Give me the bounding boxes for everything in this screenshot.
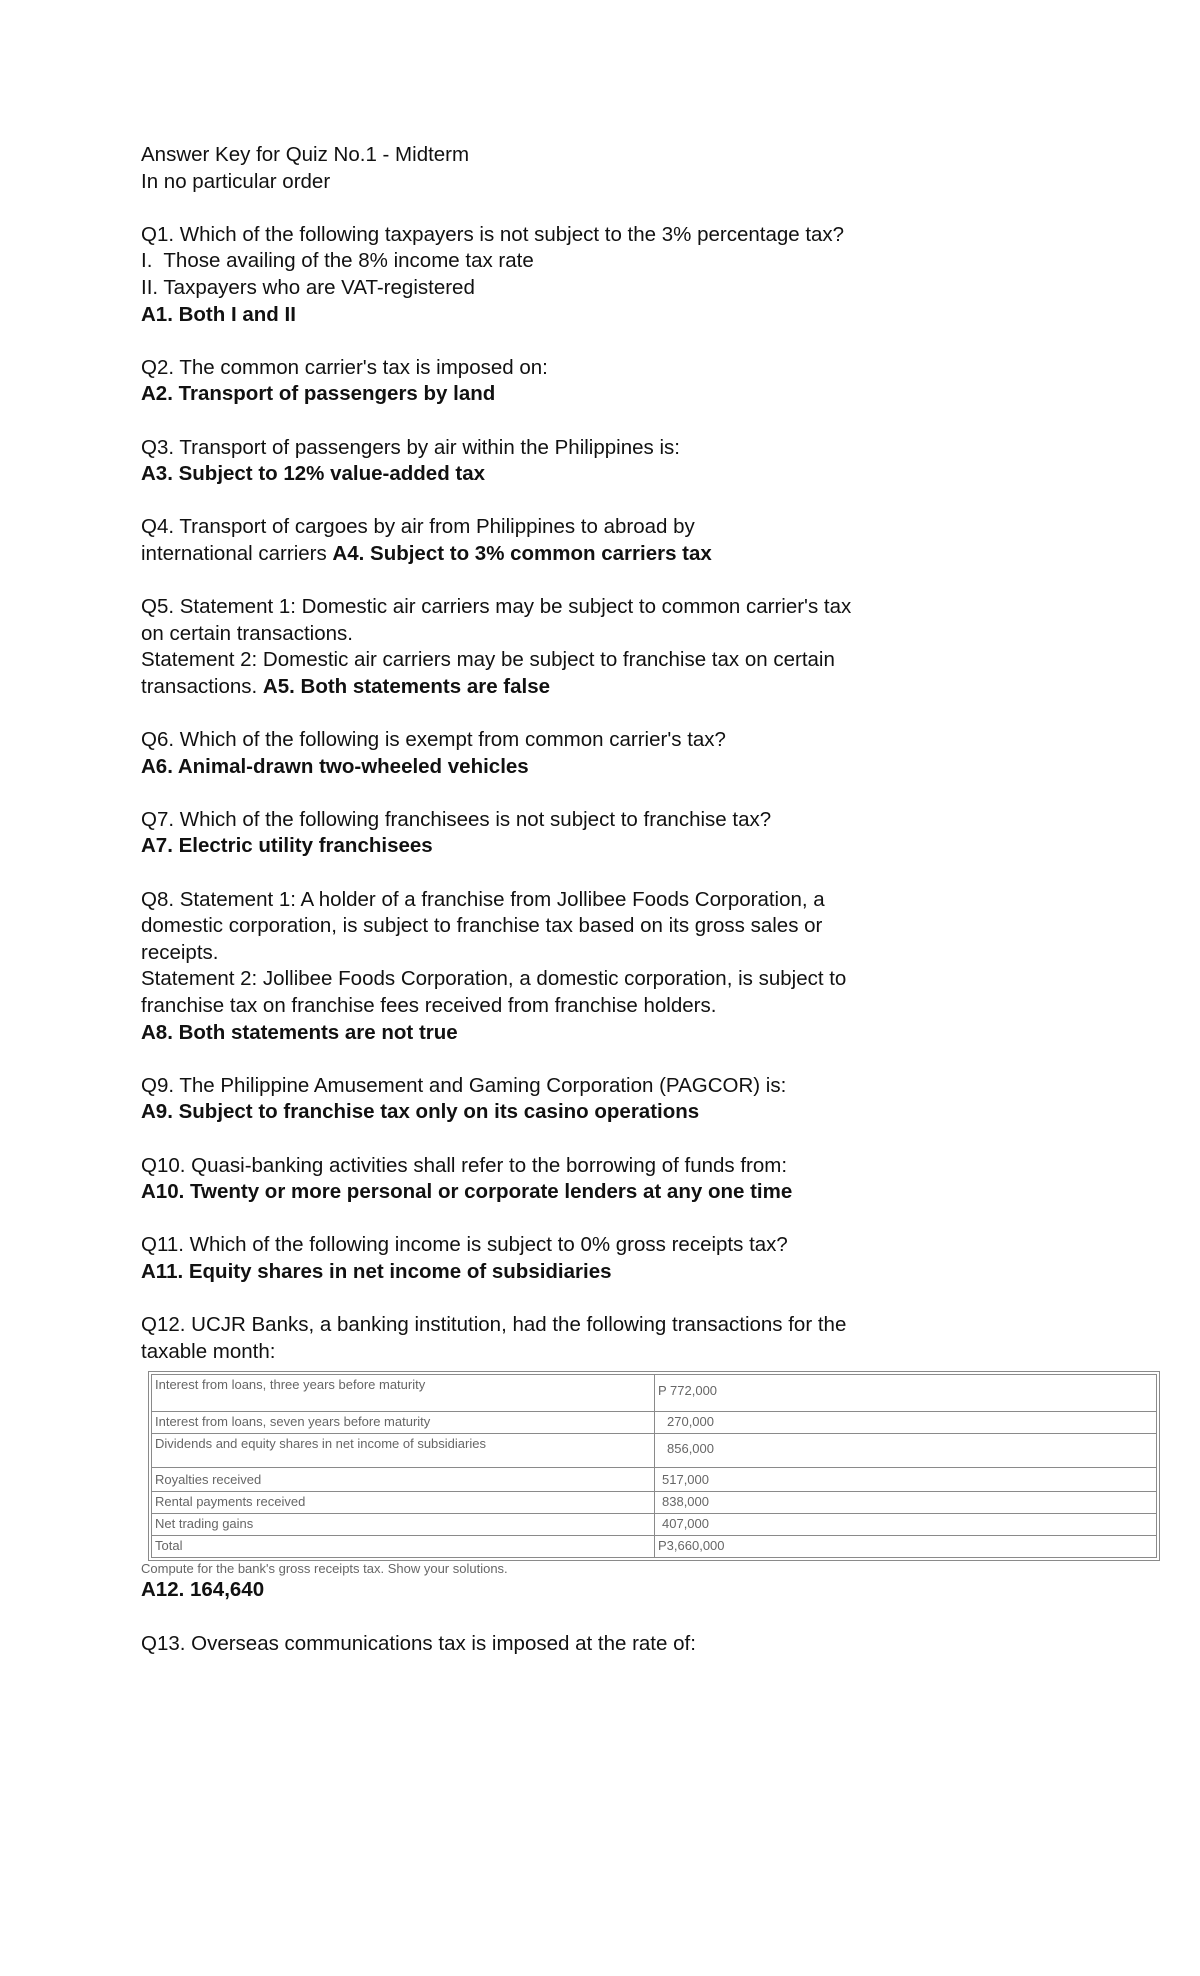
- q1-answer: A1. Both I and II: [141, 302, 296, 326]
- transactions-table: [151, 1374, 1157, 1558]
- table-cell-amount: 838,000: [655, 1492, 1157, 1514]
- table-cell-description: Net trading gains: [152, 1514, 655, 1536]
- q2-question: Q2. The common carrier's tax is imposed on:: [141, 355, 548, 379]
- table-cell-description: Royalties received: [152, 1468, 655, 1492]
- table-row: [152, 1514, 1157, 1536]
- q8-line-4: Statement 2: Jollibee Foods Corporation, a domestic corporation, is subject to: [141, 967, 847, 991]
- table-row: [152, 1375, 1157, 1412]
- table-cell-amount: 856,000: [655, 1434, 1157, 1468]
- table-cell-amount: 407,000: [655, 1514, 1157, 1536]
- q5-statement-2-line-2: transactions.: [141, 674, 263, 698]
- q7-question: Q7. Which of the following franchisees is not subject to franchise tax?: [141, 807, 772, 831]
- q6-answer: A6. Animal-drawn two-wheeled vehicles: [141, 754, 529, 778]
- q4-question-line-1: Q4. Transport of cargoes by air from Philippines to abroad by: [141, 515, 695, 539]
- q13-question: Q13. Overseas communications tax is imposed at the rate of:: [141, 1631, 696, 1655]
- q9-question: Q9. The Philippine Amusement and Gaming Corporation (PAGCOR) is:: [141, 1073, 787, 1097]
- q1-option-1: I. Those availing of the 8% income tax rate: [141, 249, 534, 273]
- q8-line-5: franchise tax on franchise fees received from franchise holders.: [141, 994, 717, 1017]
- table-cell-description: Total: [152, 1536, 655, 1558]
- q4-answer: A4. Subject to 3% common carriers tax: [332, 541, 712, 565]
- q12-answer: A12. 164,640: [141, 1578, 265, 1602]
- q1-question: Q1. Which of the following taxpayers is not subject to the 3% percentage tax?: [141, 222, 845, 246]
- table-row: [152, 1468, 1157, 1492]
- q8-answer: A8. Both statements are not true: [141, 1020, 458, 1044]
- document-title: Answer Key for Quiz No.1 - Midterm: [141, 143, 470, 166]
- q5-statement-2-line-1: Statement 2: Domestic air carriers may be subject to franchise tax on certain: [141, 648, 835, 672]
- table-cell-description: Interest from loans, three years before maturity: [152, 1375, 655, 1412]
- table-row: [152, 1492, 1157, 1514]
- q3-question: Q3. Transport of passengers by air within the Philippines is:: [141, 435, 680, 459]
- table-cell-description: Interest from loans, seven years before maturity: [152, 1412, 655, 1434]
- table-cell-amount: P 772,000: [655, 1375, 1157, 1412]
- q10-answer: A10. Twenty or more personal or corporate lenders at any one time: [141, 1180, 793, 1204]
- document-subtitle: In no particular order: [141, 169, 331, 193]
- q2-answer: A2. Transport of passengers by land: [141, 382, 496, 406]
- table-cell-description: Rental payments received: [152, 1492, 655, 1514]
- q7-answer: A7. Electric utility franchisees: [141, 834, 433, 858]
- table-row: [152, 1434, 1157, 1468]
- q6-question: Q6. Which of the following is exempt from common carrier's tax?: [141, 728, 726, 752]
- q3-answer: A3. Subject to 12% value-added tax: [141, 462, 486, 486]
- q10-question: Q10. Quasi-banking activities shall refer to the borrowing of funds from:: [141, 1153, 788, 1177]
- q12-instruction: Compute for the bank's gross receipts tax. Show your solutions.: [141, 1561, 508, 1577]
- q4-question-line-2: international carriers: [141, 541, 333, 565]
- answer-key-body: [141, 142, 1021, 1657]
- q12-line-1: Q12. UCJR Banks, a banking institution, had the following transactions for the: [141, 1313, 847, 1337]
- q11-question: Q11. Which of the following income is subject to 0% gross receipts tax?: [141, 1233, 788, 1257]
- q5-answer: A5. Both statements are false: [262, 674, 551, 698]
- table-row: [152, 1412, 1157, 1434]
- q11-answer: A11. Equity shares in net income of subsidiaries: [141, 1259, 612, 1283]
- q8-line-2: domestic corporation, is subject to franchise tax based on its gross sales or: [141, 914, 823, 938]
- q5-statement-1-line-1: Q5. Statement 1: Domestic air carriers may be subject to common carrier's tax: [141, 595, 852, 619]
- q8-line-3: receipts.: [141, 940, 219, 964]
- q1-option-2: II. Taxpayers who are VAT-registered: [141, 275, 475, 299]
- q5-statement-1-line-2: on certain transactions.: [141, 621, 353, 645]
- table-cell-amount: 517,000: [655, 1468, 1157, 1492]
- q8-line-1: Q8. Statement 1: A holder of a franchise from Jollibee Foods Corporation, a: [141, 887, 825, 911]
- transactions-table-frame: [148, 1371, 1160, 1561]
- q12-line-2: taxable month:: [141, 1339, 276, 1363]
- table-cell-amount: 270,000: [655, 1412, 1157, 1434]
- table-cell-description: Dividends and equity shares in net income of subsidiaries: [152, 1434, 655, 1468]
- table-cell-amount: P3,660,000: [655, 1536, 1157, 1558]
- table-row-total: [152, 1536, 1157, 1558]
- q9-answer: A9. Subject to franchise tax only on its casino operations: [141, 1100, 700, 1124]
